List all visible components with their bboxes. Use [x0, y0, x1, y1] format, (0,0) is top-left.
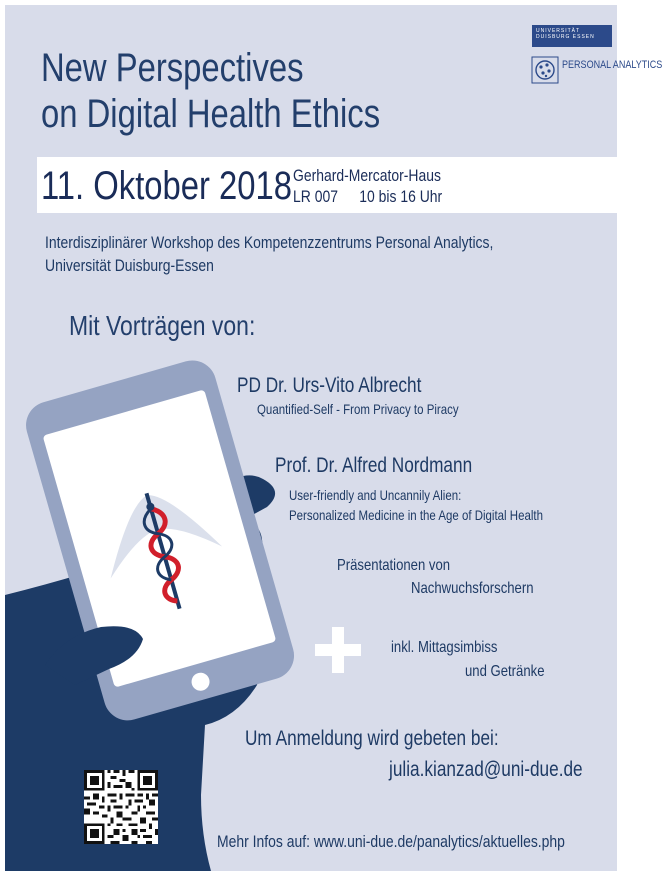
qr-code[interactable]	[84, 770, 158, 844]
event-time: 10 bis 16 Uhr	[359, 187, 443, 206]
speaker-topic: Quantified-Self - From Privacy to Piracy	[257, 401, 459, 417]
workshop-intro	[45, 231, 493, 277]
speaker-name: Prof. Dr. Alfred Nordmann	[275, 454, 473, 477]
catering-line-2: und Getränke	[465, 663, 545, 680]
venue-room: LR 007	[293, 187, 338, 206]
event-date: 11. Oktober 2018	[41, 164, 293, 208]
intro-line-2: Universität Duisburg-Essen	[45, 256, 214, 275]
registration-email-link[interactable]: julia.kianzad@uni-due.de	[389, 758, 583, 781]
catering-line-1: inkl. Mittagsimbiss	[391, 639, 498, 656]
poster-title	[41, 45, 380, 137]
poster	[5, 5, 662, 871]
talks-heading: Mit Vorträgen von:	[69, 310, 256, 341]
venue-room-time	[293, 186, 442, 207]
venue-name: Gerhard-Mercator-Haus	[293, 166, 441, 185]
university-logo[interactable]	[532, 25, 612, 47]
speaker-name: PD Dr. Urs-Vito Albrecht	[237, 374, 422, 397]
title-line-2: on Digital Health Ethics	[41, 92, 381, 136]
more-info-link[interactable]: Mehr Infos auf: www.uni-due.de/panalytics/aktuelles.php	[217, 832, 565, 851]
university-logo-text: UNIVERSITÄT DUISBURG ESSEN	[536, 28, 595, 40]
title-line-1: New Perspectives	[41, 46, 304, 90]
registration-label: Um Anmeldung wird gebeten bei:	[245, 727, 499, 750]
intro-line-1: Interdisziplinärer Workshop des Kompetenzzentrums Personal Analytics,	[45, 233, 494, 252]
personal-analytics-logo-text: PERSONAL ANALYTICS	[562, 59, 662, 71]
personal-analytics-logo[interactable]	[532, 57, 662, 87]
globe-icon	[532, 57, 558, 83]
speaker-topic: Personalized Medicine in the Age of Digital Health	[289, 507, 543, 523]
plus-icon	[315, 627, 361, 673]
speaker-topic: User-friendly and Uncannily Alien:	[289, 487, 462, 503]
event-venue	[293, 165, 442, 207]
young-researchers-line-1: Präsentationen von	[337, 557, 451, 574]
young-researchers-line-2: Nachwuchsforschern	[411, 580, 534, 597]
